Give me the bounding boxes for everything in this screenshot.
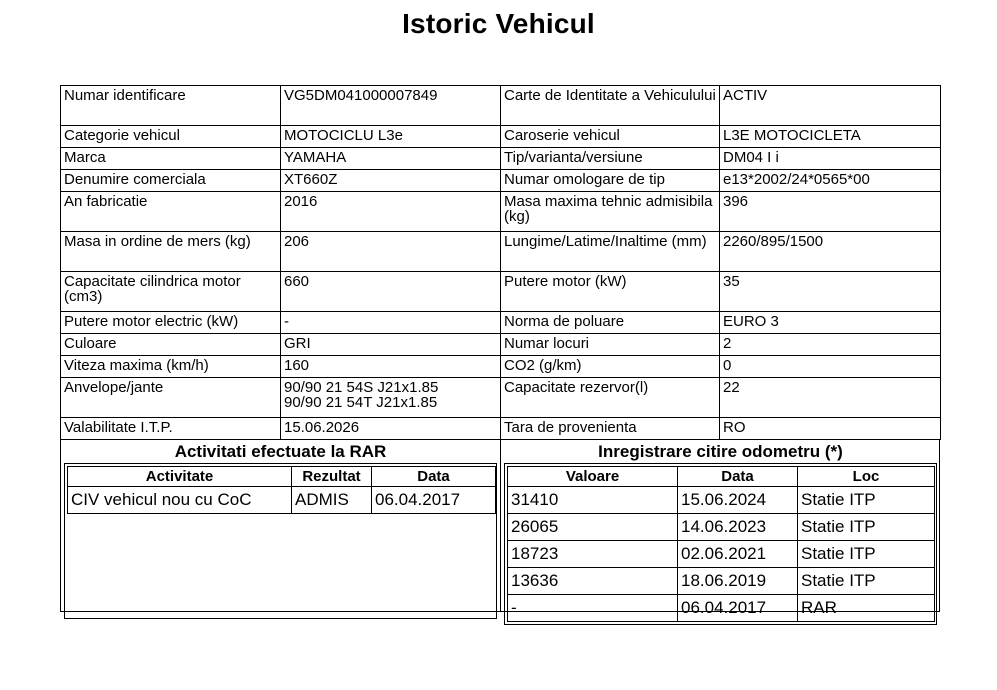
info-value: RO [720, 418, 941, 440]
rar-activities-section [61, 440, 501, 611]
info-label: Masa in ordine de mers (kg) [61, 232, 281, 272]
odometer-row-cell: 02.06.2021 [678, 541, 798, 568]
odometer-row [508, 541, 935, 568]
rar-header-activitate: Activitate [68, 467, 292, 487]
odometer-row-cell: 18723 [508, 541, 678, 568]
info-label: Numar identificare [61, 86, 281, 126]
info-row [61, 378, 941, 418]
info-value: MOTOCICLU L3e [281, 126, 501, 148]
info-label: Caroserie vehicul [501, 126, 720, 148]
info-label: Marca [61, 148, 281, 170]
info-row [61, 334, 941, 356]
odometer-row [508, 595, 935, 622]
info-value: 2260/895/1500 [720, 232, 941, 272]
odometer-row-cell: 18.06.2019 [678, 568, 798, 595]
odometer-row-cell: 13636 [508, 568, 678, 595]
info-label: Putere motor (kW) [501, 272, 720, 312]
info-value: DM04 I i [720, 148, 941, 170]
info-value: XT660Z [281, 170, 501, 192]
info-value: 206 [281, 232, 501, 272]
rar-activity-row-cell: CIV vehicul nou cu CoC [68, 487, 292, 514]
info-label: Tip/varianta/versiune [501, 148, 720, 170]
rar-activity-row-cell: 06.04.2017 [372, 487, 496, 514]
info-value: 0 [720, 356, 941, 378]
info-row [61, 312, 941, 334]
info-label: Anvelope/jante [61, 378, 281, 418]
odometer-row-cell: 26065 [508, 514, 678, 541]
info-label: Tara de provenienta [501, 418, 720, 440]
info-row [61, 272, 941, 312]
info-label: Putere motor electric (kW) [61, 312, 281, 334]
info-label: Masa maxima tehnic admisibila (kg) [501, 192, 720, 232]
info-row [61, 356, 941, 378]
odometer-table [507, 466, 935, 622]
info-row [61, 148, 941, 170]
info-value: - [281, 312, 501, 334]
odometer-row-cell: 14.06.2023 [678, 514, 798, 541]
info-label: Numar locuri [501, 334, 720, 356]
rar-activity-row-cell: ADMIS [292, 487, 372, 514]
odometer-frame [504, 463, 937, 625]
odometer-title: Inregistrare citire odometru (*) [598, 442, 843, 461]
info-value: VG5DM041000007849 [281, 86, 501, 126]
info-value: 396 [720, 192, 941, 232]
info-label: Denumire comerciala [61, 170, 281, 192]
odometer-row-cell: Statie ITP [798, 568, 935, 595]
info-label: An fabricatie [61, 192, 281, 232]
odometer-row [508, 514, 935, 541]
info-row [61, 418, 941, 440]
info-value: ACTIV [720, 86, 941, 126]
info-row [61, 192, 941, 232]
odometer-section [501, 440, 940, 617]
info-label: Capacitate cilindrica motor (cm3) [61, 272, 281, 312]
info-value: 15.06.2026 [281, 418, 501, 440]
odometer-header-valoare: Valoare [508, 467, 678, 487]
odometer-row-cell: Statie ITP [798, 514, 935, 541]
info-row [61, 232, 941, 272]
odometer-row-cell: Statie ITP [798, 541, 935, 568]
odometer-row-cell: 06.04.2017 [678, 595, 798, 622]
info-value: e13*2002/24*0565*00 [720, 170, 941, 192]
info-label: Culoare [61, 334, 281, 356]
info-value: 2016 [281, 192, 501, 232]
odometer-row-cell: 15.06.2024 [678, 487, 798, 514]
page-title: Istoric Vehicul [402, 8, 595, 39]
odometer-header-data: Data [678, 467, 798, 487]
info-value: 160 [281, 356, 501, 378]
odometer-row-cell: Statie ITP [798, 487, 935, 514]
odometer-row-cell: 31410 [508, 487, 678, 514]
rar-activity-row [68, 487, 496, 514]
info-row [61, 126, 941, 148]
info-value: 90/90 21 54S J21x1.85 90/90 21 54T J21x1.85 [281, 378, 501, 418]
rar-activities-title: Activitati efectuate la RAR [174, 442, 387, 461]
rar-header-rezultat: Rezultat [292, 467, 372, 487]
info-value: 660 [281, 272, 501, 312]
odometer-header-loc: Loc [798, 467, 935, 487]
info-label: CO2 (g/km) [501, 356, 720, 378]
rar-header-data: Data [372, 467, 496, 487]
info-label: Carte de Identitate a Vehiculului [501, 86, 720, 126]
info-label: Numar omologare de tip [501, 170, 720, 192]
odometer-row [508, 487, 935, 514]
info-row [61, 86, 941, 126]
info-label: Valabilitate I.T.P. [61, 418, 281, 440]
info-label: Categorie vehicul [61, 126, 281, 148]
info-label: Lungime/Latime/Inaltime (mm) [501, 232, 720, 272]
info-label: Viteza maxima (km/h) [61, 356, 281, 378]
rar-activities-frame [64, 463, 497, 619]
odometer-row [508, 568, 935, 595]
lower-section [60, 440, 940, 617]
info-value: 2 [720, 334, 941, 356]
rar-activities-table [67, 466, 496, 514]
info-label: Capacitate rezervor(l) [501, 378, 720, 418]
info-label: Norma de poluare [501, 312, 720, 334]
odometer-row-cell: - [508, 595, 678, 622]
info-row [61, 170, 941, 192]
info-value: 22 [720, 378, 941, 418]
info-value: YAMAHA [281, 148, 501, 170]
info-value: L3E MOTOCICLETA [720, 126, 941, 148]
info-value: EURO 3 [720, 312, 941, 334]
info-value: GRI [281, 334, 501, 356]
odometer-row-cell: RAR [798, 595, 935, 622]
vehicle-history-document [60, 85, 940, 617]
vehicle-info-table [60, 85, 941, 440]
info-value: 35 [720, 272, 941, 312]
